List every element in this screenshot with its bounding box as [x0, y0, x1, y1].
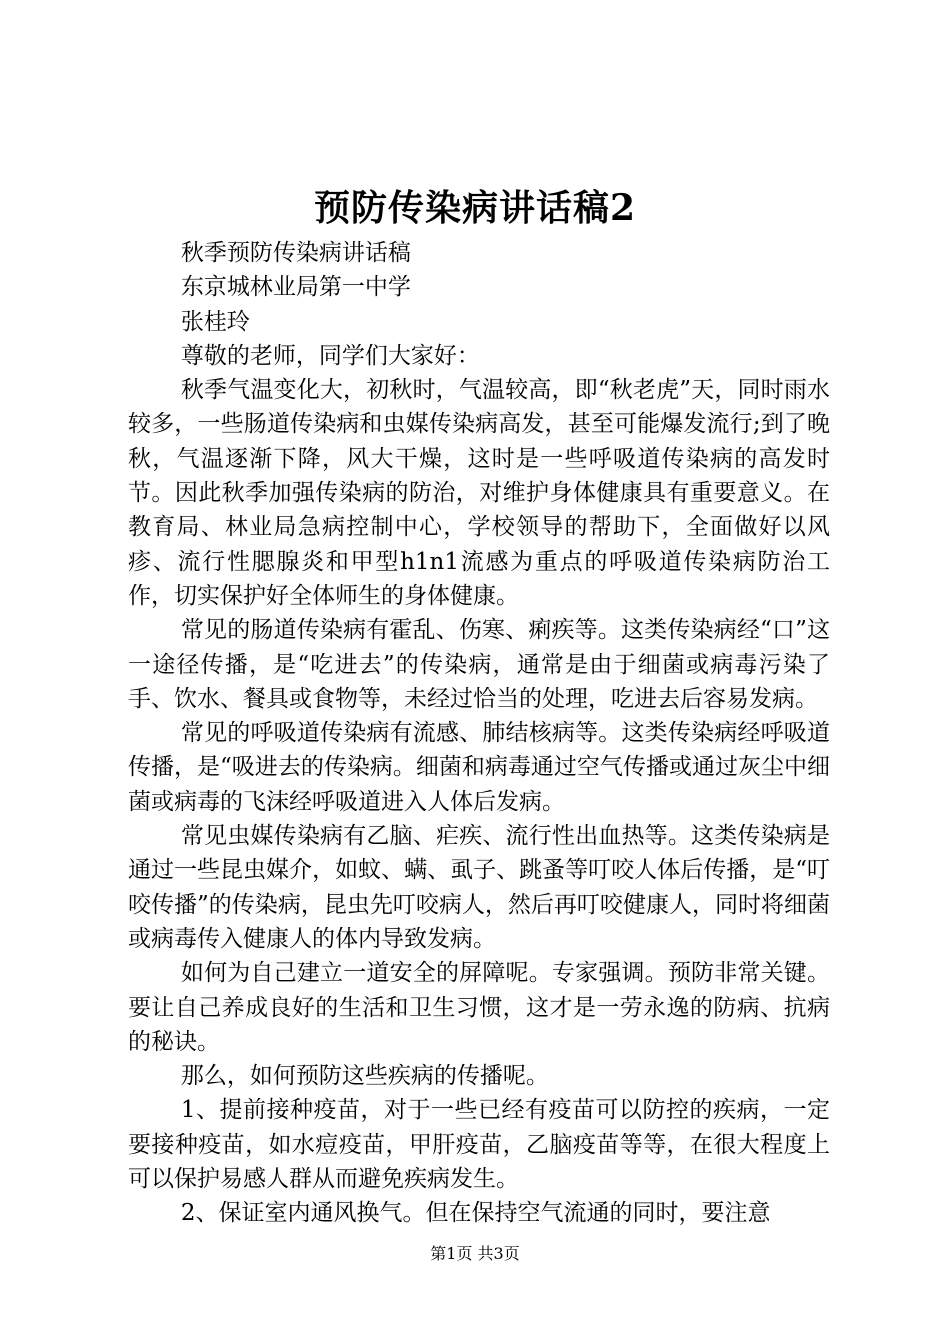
paragraph: 常见的呼吸道传染病有流感、肺结核病等。这类传染病经呼吸道传播，是“吸进去的传染病。细菌和病毒通过空气传播或通过灰尘中细菌或病毒的飞沫经呼吸道进入人体后发病。 [128, 720, 830, 815]
document-body [128, 236, 830, 1231]
speech-subtitle: 秋季预防传染病讲话稿 [180, 240, 411, 266]
paragraph: 那么，如何预防这些疾病的传播呢。 [180, 1063, 549, 1090]
paragraph: 1、提前接种疫苗，对于一些已经有疫苗可以防控的疾病，一定要接种疫苗，如水痘疫苗，甲肝疫苗，乙脑疫苗等等，在很大程度上可以保护易感人群从而避免疾病发生。 [128, 1097, 830, 1193]
paragraph: 秋季气温变化大，初秋时，气温较高，即“秋老虎”天，同时雨水较多，一些肠道传染病和虫媒传染病高发，甚至可能爆发流行;到了晚秋，气温逐渐下降，风大干燥，这时是一些呼吸道传染病的高发时节。因此秋季加强传染病的防治，对维护身体健康具有重要意义。在教育局、林业局急病控制中心，学校领导的帮助下，全面做好以风疹、流行性腮腺炎和甲型h1n1流感为重点的呼吸道传染病防治工作，切实保护好全体师生的身体健康。 [128, 377, 830, 609]
author-name: 张桂玲 [180, 308, 250, 335]
document-title: 预防传染病讲话稿2 [313, 187, 637, 229]
paragraph: 2、保证室内通风换气。但在保持空气流通的同时，要注意 [180, 1200, 771, 1227]
paragraph: 如何为自己建立一道安全的屏障呢。专家强调。预防非常关键。要让自己养成良好的生活和卫生习惯，这才是一劳永逸的防病、抗病的秘诀。 [128, 960, 830, 1055]
greeting: 尊敬的老师，同学们大家好： [180, 342, 480, 369]
paragraph: 常见虫媒传染病有乙脑、疟疾、流行性出血热等。这类传染病是通过一些昆虫媒介，如蚊、螨、虱子、跳蚤等叮咬人体后传播，是“叮咬传播”的传染病，昆虫先叮咬病人，然后再叮咬健康人，同时将细菌或病毒传入健康人的体内导致发病。 [128, 823, 830, 952]
paragraph: 常见的肠道传染病有霍乱、伤寒、痢疾等。这类传染病经“口”这一途径传播，是“吃进去”的传染病，通常是由于细菌或病毒污染了手、饮水、餐具或食物等，未经过恰当的处理，吃进去后容易发病。 [128, 617, 830, 712]
page-footer: 第1页 共3页 [430, 1244, 520, 1263]
school-name: 东京城林业局第一中学 [180, 274, 411, 301]
